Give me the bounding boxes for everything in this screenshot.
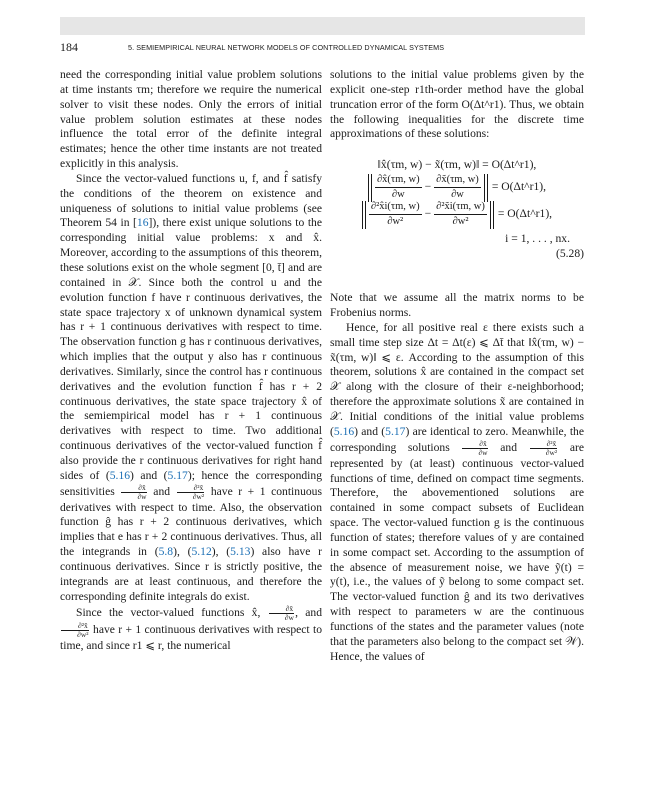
norm-bar-right <box>490 201 494 229</box>
page-header <box>60 38 585 58</box>
right-column <box>330 68 584 664</box>
second-sensitivity-fraction <box>61 622 89 639</box>
spacer <box>330 263 584 291</box>
sensitivity-fraction <box>269 605 294 622</box>
text-span: Hence, for all positive real ε there exists such a small time step size Δt = Δt(ε) ⩽ Δt̄ that ‖x̂(τm, w) − x̃(τm, w)‖ ⩽ ε. According to the assumption of this theorem, solutions x̂ are contained in the compact set 𝒳 along with the closure of their ε-neighborhood; therefore the approximate solutions x̃ are contained in 𝒳. Initial conditions of the initial value problems ( <box>330 320 584 438</box>
minus-sign: − <box>424 207 432 221</box>
fraction-numerator: ∂x̂ <box>121 484 146 493</box>
text-span: ) also have r continuous derivatives. Since r is strictly positive, the integrands are at least continuous, and therefore the corresponding definite integrals do exist. <box>60 545 322 603</box>
equation-rhs: = O(Δt^r1), <box>497 207 553 221</box>
equation-link-5-13[interactable]: 5.13 <box>230 545 251 559</box>
text-span: have r + 1 continuous derivatives with respect to time. Also, the observation function ĝ has r + 2 continuous derivatives, which implies that e has r + 2 continuous derivatives. Thus, all the integrands in ( <box>60 484 322 559</box>
fraction-numerator: ∂x̃(τm, w) <box>434 174 481 188</box>
top-shaded-bar <box>60 17 585 35</box>
fraction-denominator: ∂w <box>391 189 405 201</box>
fraction-numerator: ∂²x̂ <box>61 622 89 631</box>
fraction <box>369 201 422 228</box>
fraction-numerator: ∂x̂(τm, w) <box>375 174 422 188</box>
fraction-denominator: ∂w <box>478 447 488 457</box>
equation-link-5-17[interactable]: 5.17 <box>167 468 188 482</box>
equation-line-1: ‖x̂(τm, w) − x̃(τm, w)‖ = O(Δt^r1), <box>377 157 537 171</box>
fraction <box>375 174 422 201</box>
fraction-numerator: ∂²x̂i(τm, w) <box>369 201 422 215</box>
text-span: Since the vector-valued functions x̂, <box>76 605 268 619</box>
left-paragraph-3 <box>60 605 322 654</box>
fraction-numerator: ∂x̂ <box>269 605 294 614</box>
equation-index-range: i = 1, . . . , nx. <box>505 232 570 246</box>
text-span: ]), there exist unique solutions to the corresponding initial value problems: x and x̂. Moreover, according to the assumptions of this theorem, these solutions exist on the whole segment [0, t̄] and are contained in 𝒳. Since both the control u and the evolution function f have r continuous derivatives, the state space trajectory x of unknown dynamical system has r + 1 continuous derivatives with respect to time. The observation function g has r continuous derivatives, which implies that the output y also has r continuous derivatives. Similarly, since the control has r continuous derivatives and the evolution function f̂ has r + 2 continuous derivatives, the state space trajectory x̂ of the semiempirical model has r + 1 continuous derivatives with respect to time. Two additional continuous derivatives of the vector-valued function f̂ also provide the r continuous derivatives for right hand sides of ( <box>60 216 322 482</box>
equation-link-5-8[interactable]: 5.8 <box>158 545 174 559</box>
equation-link-5-17[interactable]: 5.17 <box>385 424 406 438</box>
fraction-denominator: ∂w <box>284 612 294 622</box>
citation-link-16[interactable]: 16 <box>136 216 149 230</box>
norm-bar-left <box>362 201 366 229</box>
text-span: ), ( <box>173 545 192 559</box>
text-span: Since the vector-valued functions u, f, and f̂ satisfy the conditions of the theorem on existence and uniqueness of solutions to initial value problems (see Theorem 54 in [ <box>60 171 322 230</box>
minus-sign: − <box>424 180 432 194</box>
right-paragraph-3 <box>330 321 584 665</box>
equation-block-5-28 <box>330 156 584 263</box>
equation-line-3 <box>330 201 584 228</box>
text-span: ), ( <box>211 545 231 559</box>
text-span: are represented by (at least) continuous vector-valued functions of time, defined on compact time segments. Therefore, the abovementioned solutions are contained in some compact subsets of Euclidean space. The vector-valued function g is the continuous function of states; therefore values of y are contained in some compact set. According to the assumption of the absence of measurement noise, we have ỹ(t) = y(t), i.e., the values of ỹ belong to some compact set. The vector-valued function ĝ and its two derivatives with respect to parameters w are the continuous functions of the states and the parameter values (note that the parameters also belong to the compact set 𝒲). Hence, the values of <box>330 440 584 663</box>
left-column <box>60 68 322 653</box>
fraction-numerator: ∂²x̂ <box>530 440 558 449</box>
text-span: and <box>147 484 176 498</box>
fraction-numerator: ∂x̂ <box>462 440 487 449</box>
fraction-denominator: ∂w² <box>452 216 469 228</box>
text-span: ) and ( <box>354 424 386 438</box>
norm-bar-left <box>368 174 372 202</box>
equation-number: (5.28) <box>555 247 584 261</box>
sensitivity-fraction <box>462 440 487 457</box>
equation-rhs: = O(Δt^r1), <box>491 180 547 194</box>
page-number: 184 <box>60 40 78 54</box>
equation-link-5-16[interactable]: 5.16 <box>333 424 355 438</box>
fraction-denominator: ∂w² <box>545 447 558 457</box>
text-span: ); hence the corresponding sensitivities <box>60 468 322 498</box>
right-paragraph-1: solutions to the initial value problems given by the explicit one-step r1th-order method have the global truncation error of the form O(Δt^r1). Thus, we obtain the following inequalities for the discrete time approximations of these solutions: <box>330 68 584 141</box>
fraction-denominator: ∂w² <box>77 629 89 639</box>
text-span: ) are identical to zero. Meanwhile, the corresponding solutions <box>330 424 585 454</box>
second-sensitivity-fraction <box>177 484 205 501</box>
right-paragraph-2: Note that we assume all the matrix norms to be Frobenius norms. <box>330 291 584 320</box>
text-span: have r + 1 continuous derivatives with respect to time, and since r1 ⩽ r, the numerical <box>60 622 322 652</box>
fraction <box>434 174 481 201</box>
equation-line-2 <box>330 174 584 201</box>
left-paragraph-2 <box>60 172 322 605</box>
second-sensitivity-fraction <box>530 440 558 457</box>
norm-bar-right <box>484 174 488 202</box>
running-head: 5. SEMIEMPIRICAL NEURAL NETWORK MODELS OF CONTROLLED DYNAMICAL SYSTEMS <box>128 43 445 52</box>
left-paragraph-1: need the corresponding initial value problem solutions at time instants τm; therefore we require the numerical solver to visit these nodes. Only the errors of initial value problem solution estimates at these nodes influence the total error of the definite integral estimates; hence the other time instants are not treated explicitly in this analysis. <box>60 68 322 171</box>
equation-link-5-16[interactable]: 5.16 <box>109 468 131 482</box>
equation-link-5-12[interactable]: 5.12 <box>191 545 212 559</box>
fraction-denominator: ∂w² <box>387 216 404 228</box>
fraction-denominator: ∂w <box>451 189 464 201</box>
fraction-denominator: ∂w² <box>192 491 205 501</box>
fraction-denominator: ∂w <box>137 491 147 501</box>
text-span: ) and ( <box>130 468 168 482</box>
fraction-numerator: ∂²x̃i(τm, w) <box>434 201 487 215</box>
fraction-numerator: ∂²x̂ <box>177 484 205 493</box>
text-span: and <box>488 440 529 454</box>
sensitivity-fraction <box>121 484 146 501</box>
fraction <box>434 201 487 228</box>
text-span: , and <box>295 605 322 619</box>
